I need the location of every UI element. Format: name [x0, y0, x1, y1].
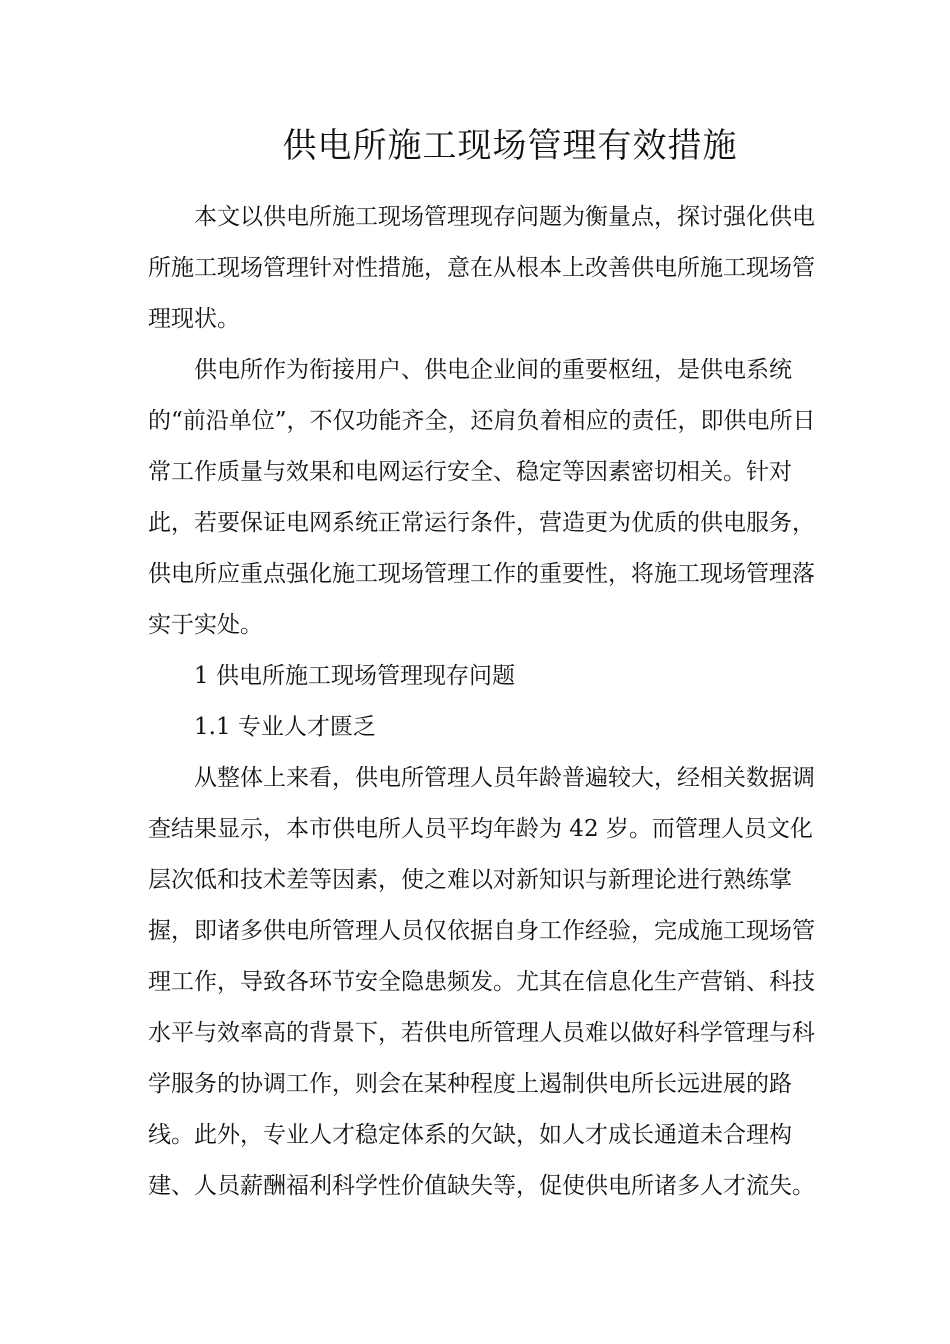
paragraph-line: 实于实处。 — [148, 612, 263, 638]
document-title: 供电所施工现场管理有效措施 — [282, 126, 738, 166]
paragraph-line: 此，若要保证电网系统正常运行条件，营造更为优质的供电服务， — [148, 510, 815, 536]
paragraph-line: 理现状。 — [148, 306, 240, 332]
paragraph-line: 从整体上来看，供电所管理人员年龄普遍较大，经相关数据调 — [194, 765, 815, 791]
paragraph-line: 常工作质量与效果和电网运行安全、稳定等因素密切相关。针对 — [148, 459, 792, 485]
subsection-heading: 1.1 专业人才匮乏 — [194, 714, 376, 740]
paragraph-line: 本文以供电所施工现场管理现存问题为衡量点，探讨强化供电 — [194, 204, 815, 230]
paragraph-line: 水平与效率高的背景下，若供电所管理人员难以做好科学管理与科 — [148, 1020, 815, 1046]
paragraph-role — [148, 345, 816, 651]
paragraph-line: 学服务的协调工作，则会在某种程度上遏制供电所长远进展的路 — [148, 1071, 792, 1097]
paragraph-line: 握，即诸多供电所管理人员仅依据自身工作经验，完成施工现场管 — [148, 918, 815, 944]
paragraph-line: 层次低和技术差等因素，使之难以对新知识与新理论进行熟练掌 — [148, 867, 792, 893]
paragraph-line: 建、人员薪酬福利科学性价值缺失等，促使供电所诸多人才流失。 — [148, 1173, 815, 1199]
document-body — [148, 192, 816, 1212]
section-heading: 1 供电所施工现场管理现存问题 — [194, 663, 515, 689]
paragraph-line: 理工作，导致各环节安全隐患频发。尤其在信息化生产营销、科技 — [148, 969, 815, 995]
paragraph-line: 供电所应重点强化施工现场管理工作的重要性，将施工现场管理落 — [148, 561, 815, 587]
paragraph-line: 线。此外，专业人才稳定体系的欠缺，如人才成长通道未合理构 — [148, 1122, 792, 1148]
paragraph-line: 查结果显示，本市供电所人员平均年龄为 42 岁。而管理人员文化 — [148, 816, 813, 842]
paragraph-line: 的“前沿单位”，不仅功能齐全，还肩负着相应的责任，即供电所日 — [148, 408, 816, 434]
paragraph-line: 所施工现场管理针对性措施，意在从根本上改善供电所施工现场管 — [148, 255, 815, 281]
paragraph-line: 供电所作为衔接用户、供电企业间的重要枢纽，是供电系统 — [194, 357, 792, 383]
paragraph-talent — [148, 753, 815, 1212]
paragraph-intro — [148, 192, 815, 345]
